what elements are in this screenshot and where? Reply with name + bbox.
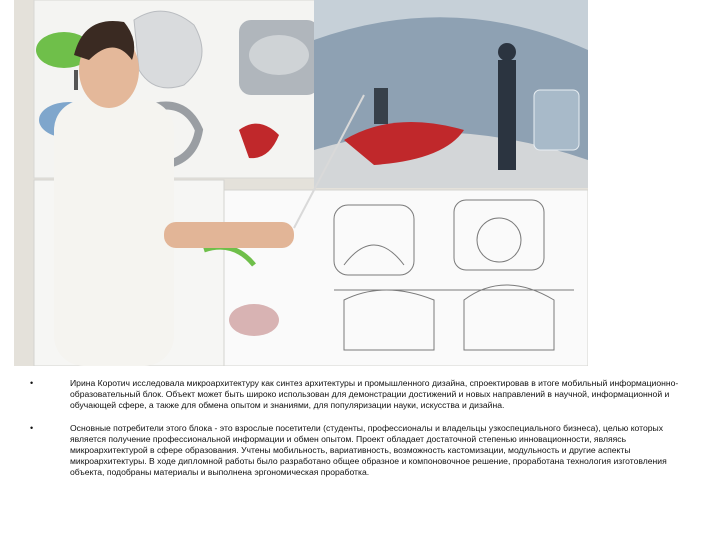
bullet-marker: • (30, 378, 34, 388)
render-person-1 (374, 88, 388, 124)
list-item (30, 378, 680, 411)
presenter-arm (164, 222, 294, 248)
render-shape-1 (134, 11, 202, 88)
bullet-list (30, 378, 680, 490)
bullet-text: Ирина Коротич исследовала микроархитектуру как синтез архитектуры и промышленного дизайна, спроектировав в итоге мобильный информационно-образовательный блок. Объект может быть широко использован для демонстрации достижений и новых направлений в научной, информационной и обучающей сфере, а также для обмена опытом и знаниями, для популяризации науки, искусства и дизайна. (70, 378, 679, 410)
render-screen (534, 90, 579, 150)
drawings-board (214, 190, 588, 366)
bullet-marker: • (30, 423, 34, 433)
presenter-shirt (54, 100, 174, 366)
figure-small-1 (74, 70, 78, 90)
render-shape-3 (249, 35, 309, 75)
render-person-2-head (498, 43, 516, 61)
presentation-photo (14, 0, 588, 366)
render-person-2 (498, 60, 516, 170)
list-item (30, 423, 680, 478)
bullet-text: Основные потребители этого блока - это взрослые посетители (студенты, профессионалы и владельцы узкоспециального бизнеса), целью которых является получение профессиональной информации и обмен опытом. Проект обладает достаточной степенью инновационности, являясь микроархитектурой в сфере образования. Учтены мобильность, вариативность, возможность кастомизации, модульность и другие аспекты микроархитектуры. В ходе дипломной работы было разработано общее образное и компоновочное решение, проработана технология изготовления объекта, подобраны материалы и выполнена эргономическая проработка. (70, 423, 667, 477)
hand-render (229, 304, 279, 336)
